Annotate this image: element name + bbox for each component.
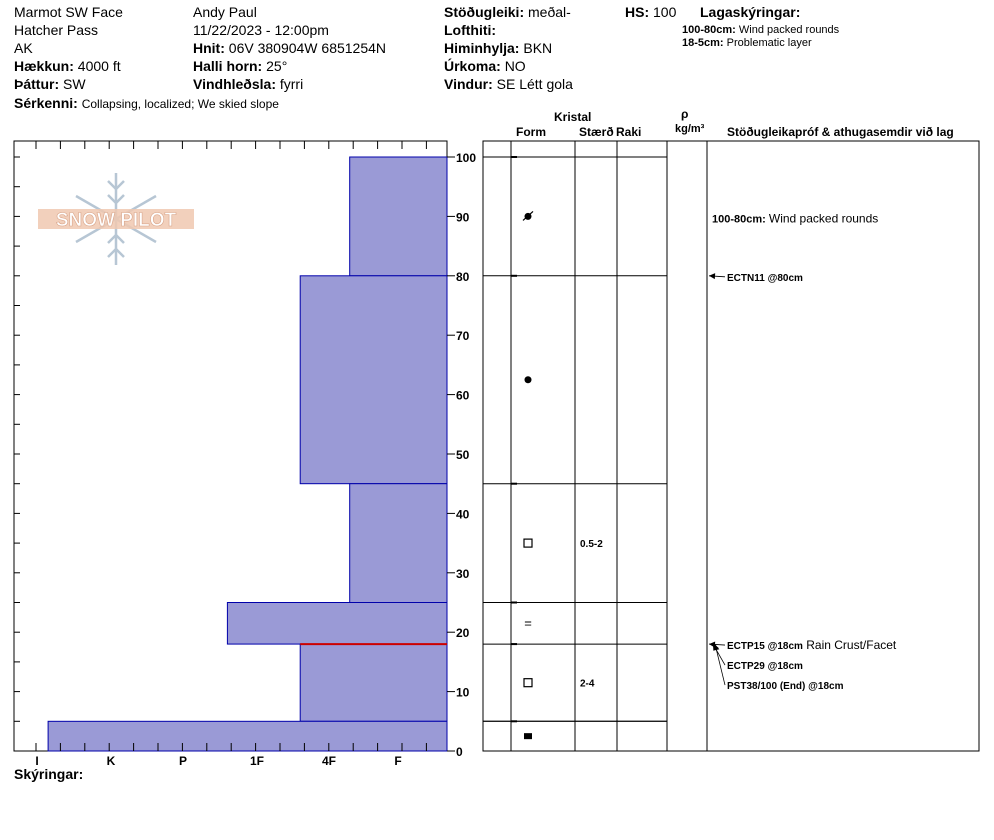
wind-label: Vindur: [444,76,493,92]
grain-symbol: = [524,615,532,631]
grain-symbol [525,376,532,383]
precip-label: Úrkoma: [444,58,501,74]
form-header: Form [516,125,546,139]
features-label: Sérkenni: [14,95,78,111]
moisture-header: Raki [616,125,642,139]
notes-label: Skýringar: [14,766,84,782]
elevation-label: Hækkun: [14,58,74,74]
y-tick-label: 10 [456,685,470,700]
size-header: Stærð [579,125,614,139]
stability-test-result: ECTP15 @18cm Rain Crust/Facet [727,638,897,653]
hardness-bar [350,157,447,276]
location-name: Marmot SW Face [14,4,123,20]
features-value: Collapsing, localized; We skied slope [81,97,279,111]
x-tick-label: 4F [321,754,337,768]
rho-header: ρ [681,107,689,121]
x-tick-label: P [178,754,188,768]
y-tick-label: 60 [456,388,470,403]
coords-label: Hnit: [193,40,225,56]
windload-value: fyrri [279,76,304,92]
tests-header: Stöðugleikapróf & athugasemdir við lag [727,125,954,139]
y-tick-label: 30 [456,566,470,581]
hardness-bar [48,721,447,751]
windload-label: Vindhleðsla: [193,76,276,92]
aspect-value: SW [63,76,86,92]
wind-value: SE Létt gola [496,76,573,92]
y-tick-label: 70 [456,329,470,344]
stability-value: meðal- [528,4,571,20]
grain-symbol [524,539,532,547]
logo-text: SNOW PILOT [55,210,177,231]
y-tick-label: 0 [456,745,463,759]
hardness-bar [227,603,447,645]
range-name: Hatcher Pass [14,22,99,38]
grain-symbol [524,679,532,687]
test-arrow-line [715,644,725,685]
observation-datetime: 11/22/2023 - 12:00pm [193,22,329,38]
grain-size-label: 2-4 [580,678,595,690]
airtemp-label: Lofthiti: [444,22,497,38]
grain-size-label: 0.5-2 [580,539,603,551]
x-tick-label: 1F [249,754,265,768]
grain-symbol [524,733,532,739]
density-unit-header: kg/m³ [675,123,705,135]
snowpilot-logo [38,173,194,265]
sky-label: Himinhylja: [444,40,520,56]
stability-test-result: PST38/100 (End) @18cm [727,681,844,693]
coords-value: 06V 380904W 6851254N [228,40,387,56]
precip-value: NO [504,58,526,74]
observer-name: Andy Paul [193,4,257,20]
legend-title: Lagaskýringar: [700,4,801,20]
state-name: AK [14,40,33,56]
hardness-bar [350,484,447,603]
y-tick-label: 50 [456,448,470,462]
layer-annotation: 100-80cm: Wind packed rounds [712,211,879,226]
legend-item: 100-80cm: Wind packed rounds [682,24,840,36]
test-arrow-head [709,273,715,279]
y-tick-label: 100 [456,151,477,165]
hardness-bar [300,644,447,721]
x-tick-label: K [106,754,116,768]
elevation-value: 4000 ft [77,58,121,74]
x-tick-label: I [35,754,39,768]
slope-label: Halli horn: [193,58,263,74]
sky-value: BKN [523,40,553,56]
y-tick-label: 20 [456,626,470,641]
slope-value: 25° [266,58,288,74]
y-tick-label: 80 [456,269,470,284]
grain-table-frame [483,141,979,751]
stability-label: Stöðugleiki: [444,4,525,20]
hardness-bar [300,276,447,484]
hs-value: 100 [653,4,677,20]
stability-test-result: ECTN11 @80cm [727,272,803,284]
y-tick-label: 90 [456,210,470,225]
hs-label: HS: [625,4,650,20]
x-tick-label: F [394,754,402,768]
aspect-label: Þáttur: [14,76,60,92]
y-tick-label: 40 [456,507,470,522]
crystal-header: Kristal [554,110,592,124]
stability-test-result: ECTP29 @18cm [727,661,803,673]
legend-item: 18-5cm: Problematic layer [682,37,812,49]
